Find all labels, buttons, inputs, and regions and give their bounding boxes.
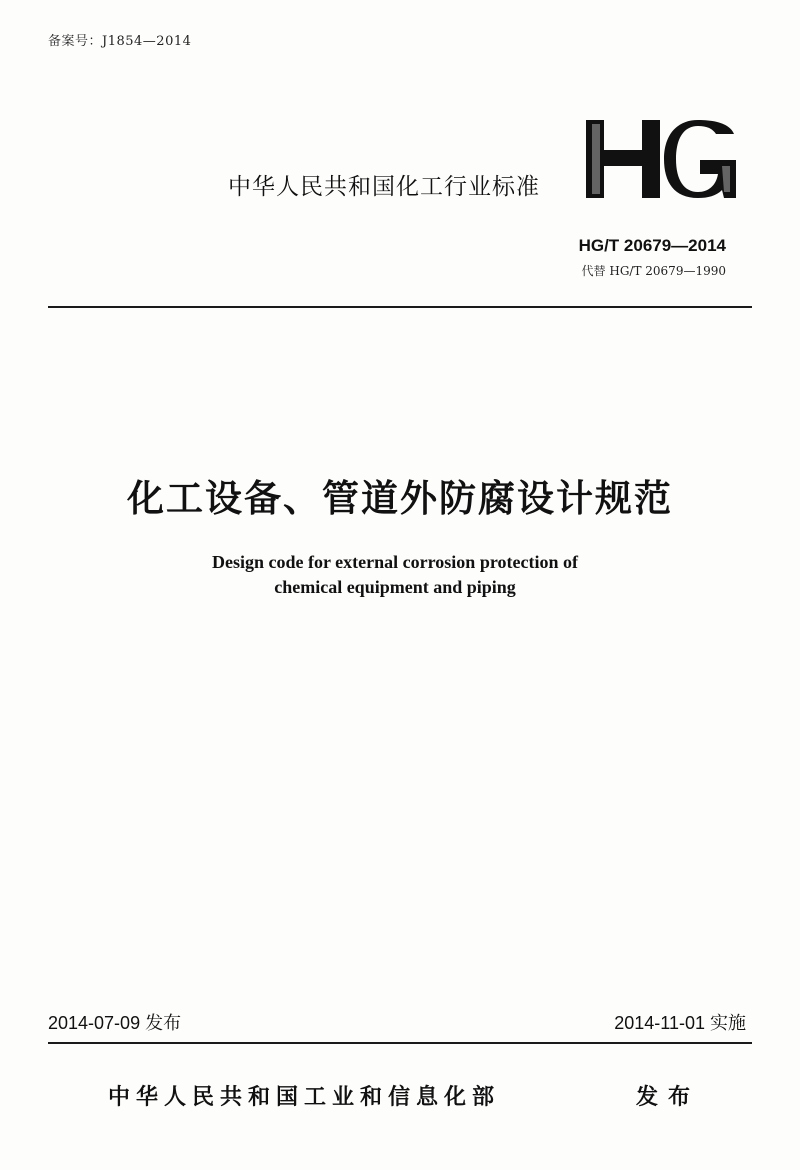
standard-code: HG/T 20679—2014	[578, 236, 726, 255]
bottom-divider	[48, 1042, 752, 1044]
implementation-date: 2014-11-01 实施	[614, 1013, 746, 1033]
replaces-standard: 代替 HG/T 20679—1990	[581, 264, 726, 278]
title-chinese: 化工设备、管道外防腐设计规范	[127, 477, 673, 520]
publish-label: 发布	[636, 1085, 701, 1110]
title-english-line-1: Design code for external corrosion protection of	[212, 552, 578, 572]
title-english-line-2: chemical equipment and piping	[274, 577, 516, 597]
publisher: 中华人民共和国工业和信息化部	[108, 1085, 501, 1110]
hg-logo-icon	[584, 120, 736, 198]
standard-category: 中华人民共和国化工行业标准	[228, 174, 540, 200]
issue-date: 2014-07-09 发布	[48, 1013, 182, 1033]
title-english	[0, 550, 790, 600]
top-divider	[48, 306, 752, 308]
record-number: 备案号：J1854—2014	[48, 34, 192, 49]
